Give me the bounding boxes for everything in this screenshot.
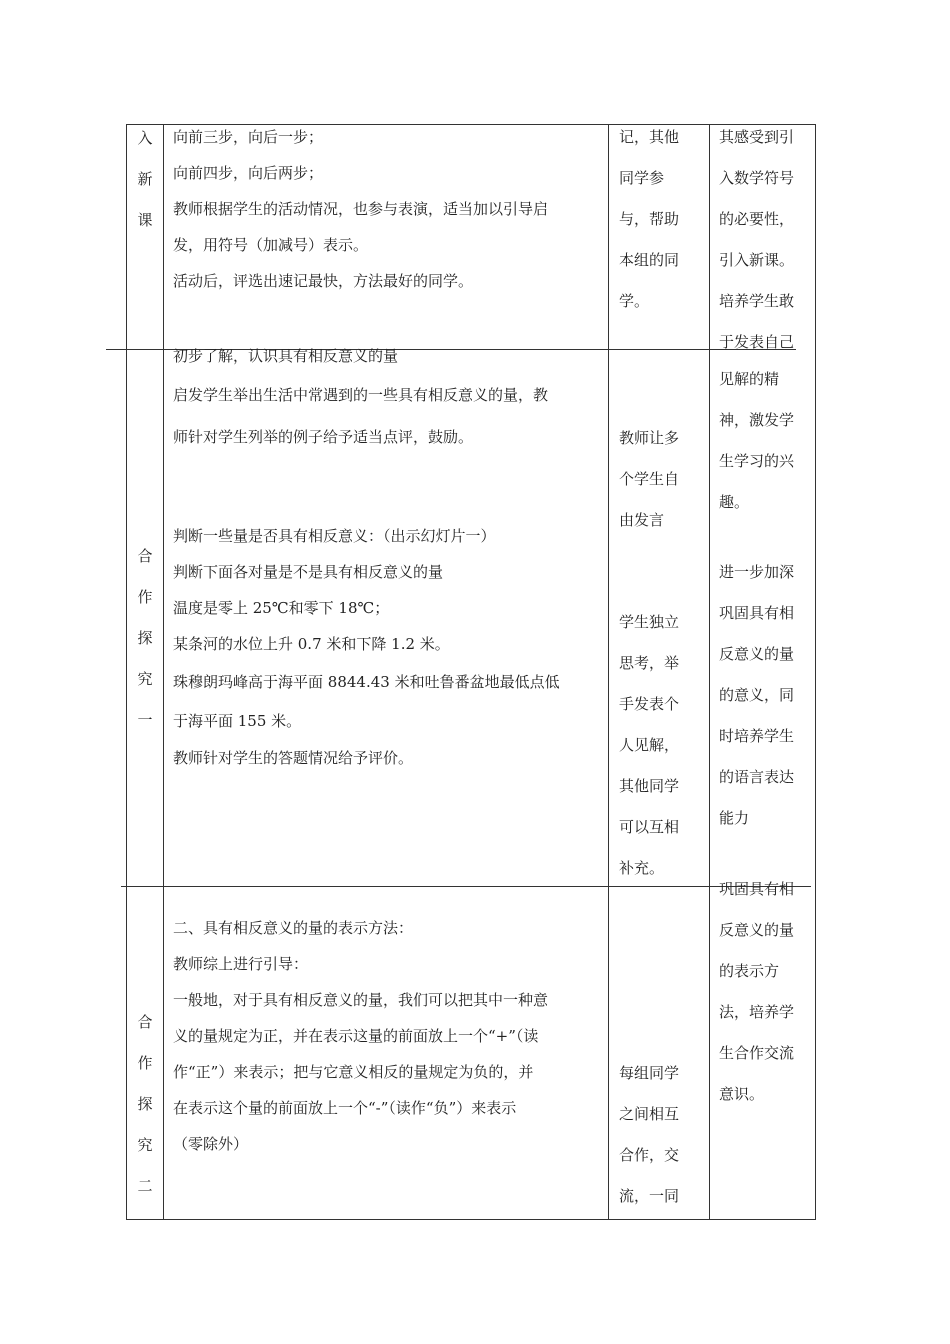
design-purpose-explore-1b: 进一步加深 巩固具有相 反意义的量 的意义，同 时培养学生 的语言表达 能力 xyxy=(719,563,795,827)
student-activity-explore-1a: 教师让多 个学生自 由发言 xyxy=(619,429,680,529)
teacher-activity-explore-1a: 初步了解，认识具有相反意义的量 启发学生举出生活中常遇到的一些具有相反意义的量，教 师针对学生列举的例子给予适当点评，鼓励。 xyxy=(173,347,549,446)
row-divider-2 xyxy=(121,886,811,887)
stage-label-intro: 入 新 课 xyxy=(137,129,153,229)
design-purpose-explore-2: 巩固具有相 反意义的量 的表示方 法，培养学 生合作交流 意识。 xyxy=(719,880,795,1103)
student-activity-intro: 记，其他 同学参 与，帮助 本组的同 学。 xyxy=(619,128,680,310)
stage-label-explore-2: 合 作 探 究 二 xyxy=(137,1013,153,1195)
design-purpose-intro: 其感受到引 入数学符号 的必要性， 引入新课。 培养学生敢 于发表自己 xyxy=(719,128,795,351)
table-bottom-border xyxy=(126,1219,816,1220)
student-activity-explore-2: 每组同学 之间相互 合作，交 流，一同 xyxy=(619,1064,680,1205)
teacher-activity-explore-2: 二、具有相反意义的量的表示方法： 教师综上进行引导： 一般地，对于具有相反意义的量，我们可以把其中一种意 义的量规定为正，并在表示这量的前面放上一个“+”（读 作“正”）来表示；把与它意义相反的量规定为负的，并 在表示这个量的前面放上一个“-”（读作“负”）来表示 （零除外） xyxy=(173,919,549,1153)
column-divider-1 xyxy=(163,124,164,1220)
stage-label-explore-1: 合 作 探 究 一 xyxy=(137,547,153,729)
teacher-activity-intro: 向前三步，向后一步； 向前四步，向后两步； 教师根据学生的活动情况，也参与表演，适当加以引导启 发，用符号（加减号）表示。 活动后，评选出速记最快，方法最好的同学。 xyxy=(173,128,549,290)
design-purpose-explore-1a: 见解的精 神，激发学 生学习的兴 趣。 xyxy=(719,370,795,511)
student-activity-explore-1b: 学生独立 思考，举 手发表个 人见解， 其他同学 可以互相 补充。 xyxy=(619,613,680,877)
table-right-border xyxy=(815,124,816,1220)
teacher-activity-explore-1b: 判断一些量是否具有相反意义：（出示幻灯片一） 判断下面各对量是不是具有相反意义的量 温度是零上 25℃和零下 18℃； 某条河的水位上升 0.7 米和下降 1.2 米。 珠穆朗玛峰高于海平面 8844.43 米和吐鲁番盆地最低点低 于海平面 155 米。 教师针对学生的答题情况给予评价。 xyxy=(173,527,560,767)
column-divider-3 xyxy=(709,124,710,1220)
column-divider-2 xyxy=(608,124,609,1220)
